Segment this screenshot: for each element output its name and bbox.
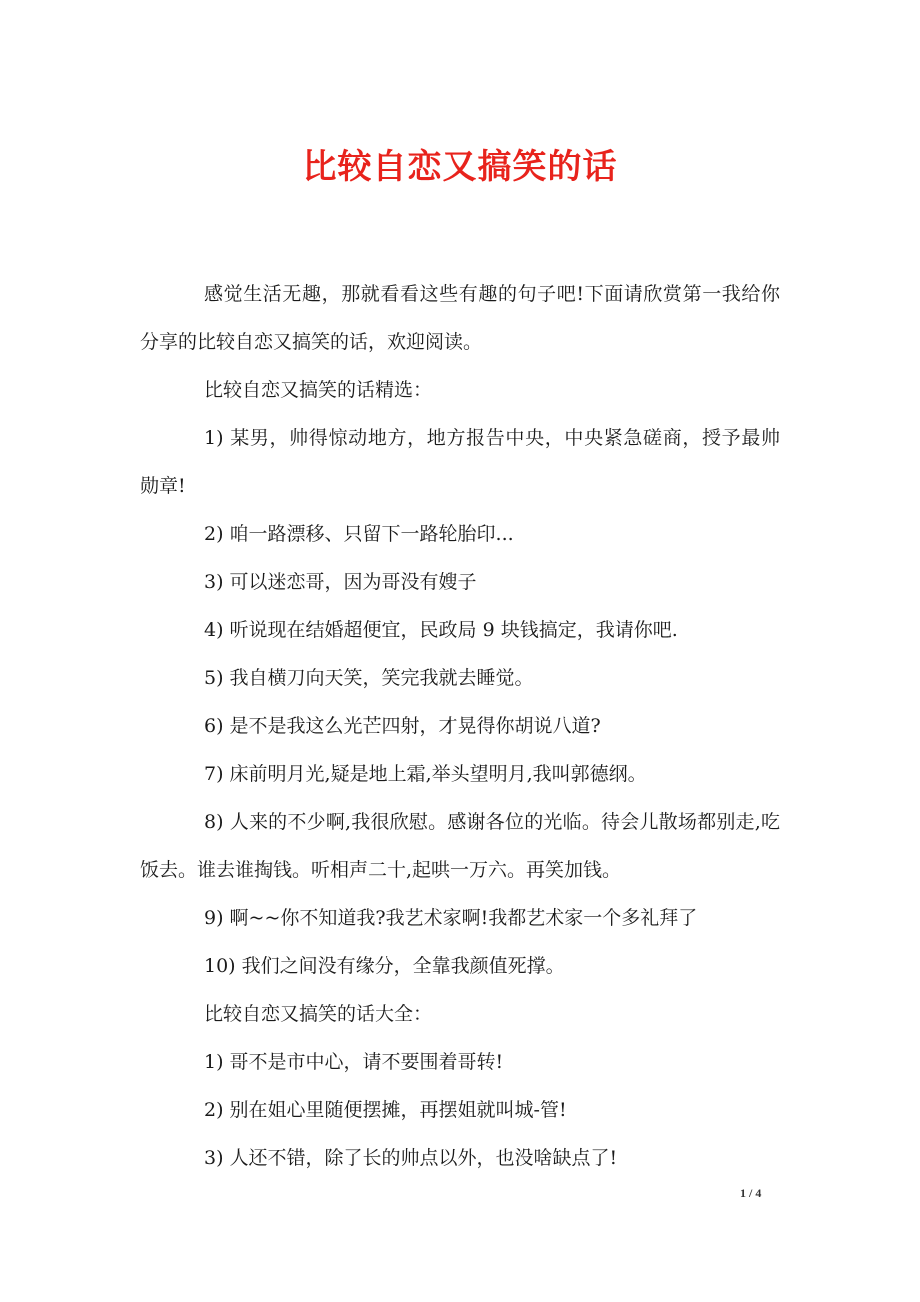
list-item: 2) 咱一路漂移、只留下一路轮胎印... (204, 523, 514, 545)
list-item: 3) 人还不错，除了长的帅点以外，也没啥缺点了! (204, 1147, 618, 1169)
list-item: 2) 别在姐心里随便摆摊，再摆姐就叫城-管! (204, 1099, 567, 1121)
list-item: 5) 我自横刀向天笑，笑完我就去睡觉。 (204, 667, 534, 689)
list-item: 7) 床前明月光,疑是地上霜,举头望明月,我叫郭德纲。 (204, 763, 647, 785)
list-item: 1) 哥不是市中心，请不要围着哥转! (204, 1051, 504, 1073)
section-heading-selected: 比较自恋又搞笑的话精选： (204, 379, 433, 401)
page-number: 1 / 4 (740, 1186, 762, 1200)
list-item: 4) 听说现在结婚超便宜，民政局 9 块钱搞定，我请你吧. (204, 619, 678, 641)
list-item: 6) 是不是我这么光芒四射，才晃得你胡说八道? (204, 715, 601, 737)
section-heading-collection: 比较自恋又搞笑的话大全： (204, 1003, 433, 1025)
document-title: 比较自恋又搞笑的话 (302, 147, 618, 187)
list-item: 9) 啊~~你不知道我?我艺术家啊!我都艺术家一个多礼拜了 (204, 907, 698, 929)
list-item: 8) 人来的不少啊,我很欣慰。感谢各位的光临。待会儿散场都别走,吃饭去。谁去谁掏钱。听相声二十,起哄一万六。再笑加钱。 (140, 811, 780, 881)
list-item: 10) 我们之间没有缘分，全靠我颜值死撑。 (204, 955, 565, 977)
list-item: 3) 可以迷恋哥，因为哥没有嫂子 (204, 571, 477, 593)
document-body (140, 270, 780, 1182)
list-item: 1) 某男，帅得惊动地方，地方报告中央，中央紧急磋商，授予最帅勋章! (140, 427, 780, 497)
paragraph-intro: 感觉生活无趣，那就看看这些有趣的句子吧!下面请欣赏第一我给你分享的比较自恋又搞笑的话，欢迎阅读。 (140, 283, 780, 353)
